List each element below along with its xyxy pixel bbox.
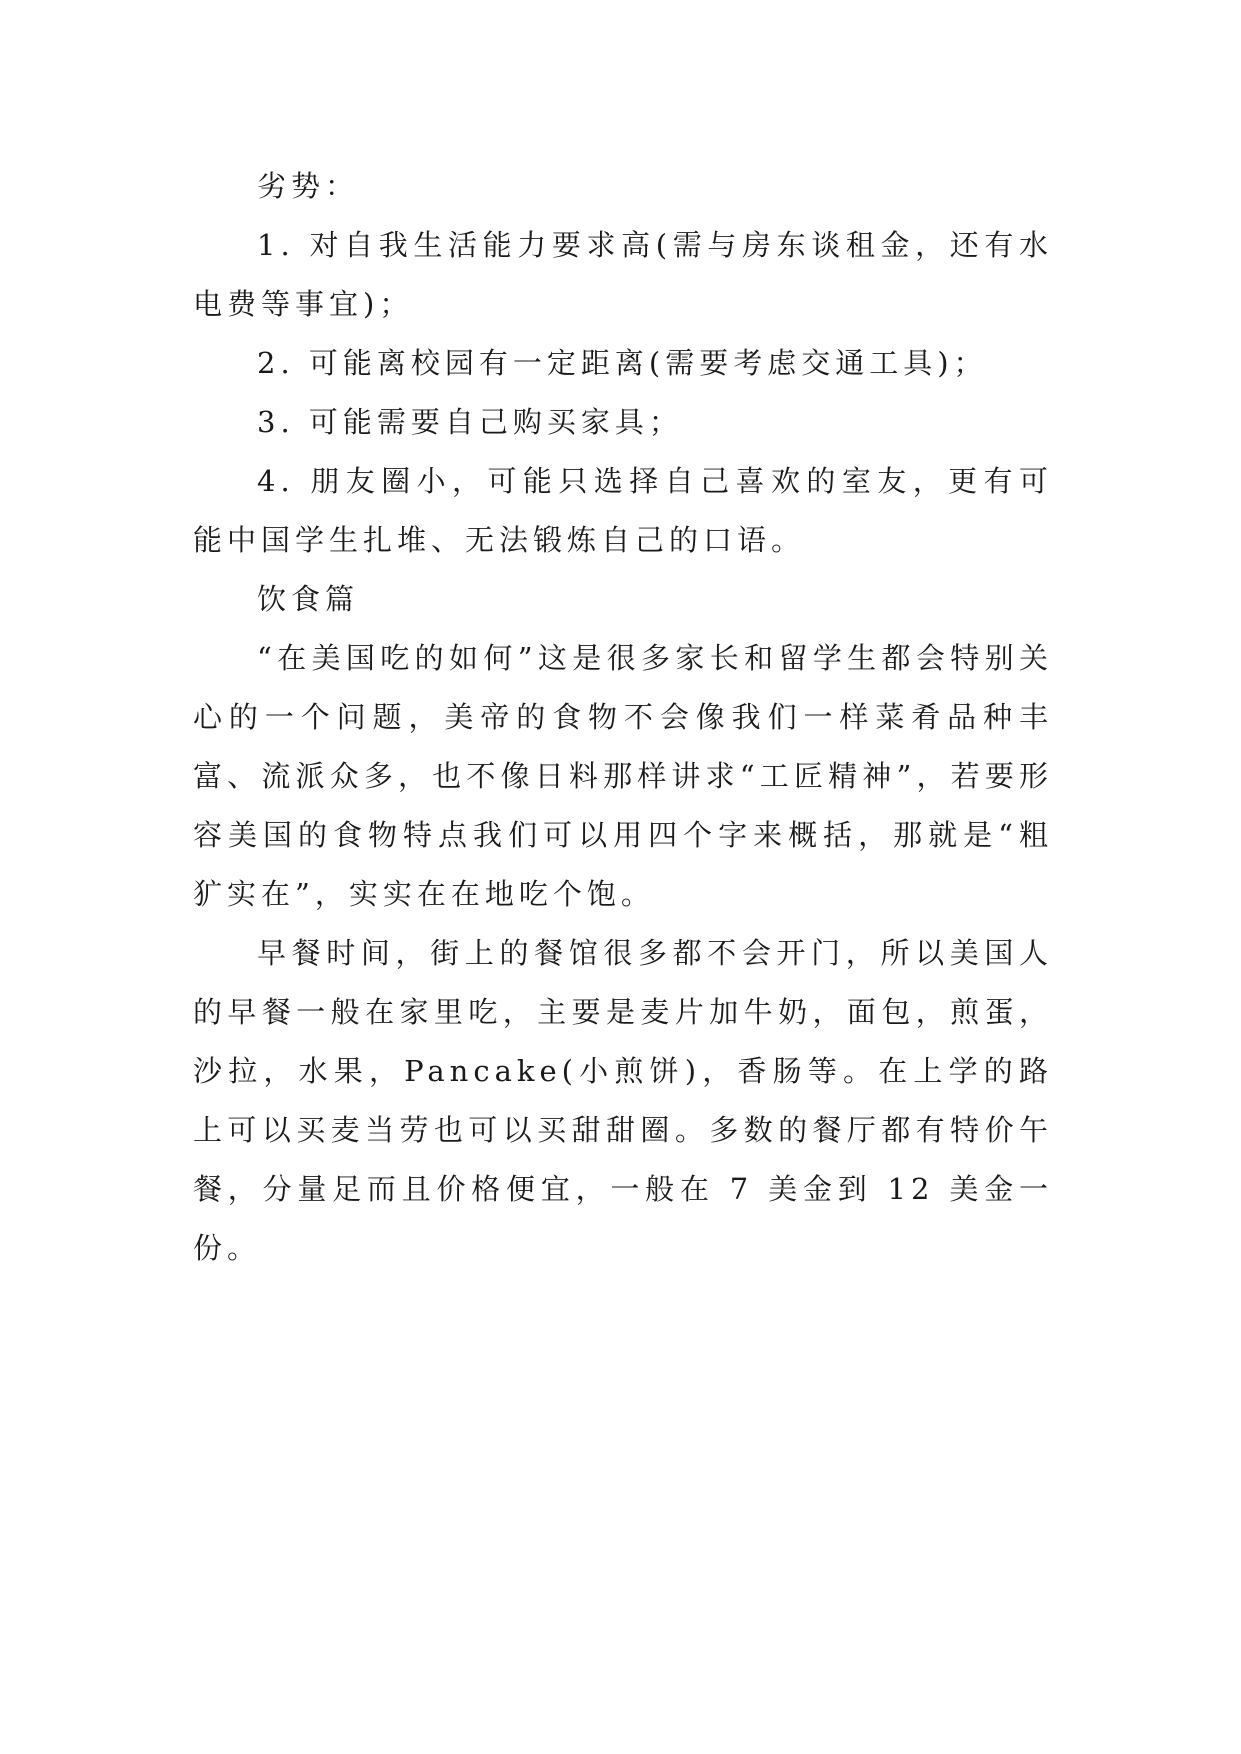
paragraph-diet-intro: “在美国吃的如何”这是很多家长和留学生都会特别关心的一个问题，美帝的食物不会像我们一样菜肴品种丰富、流派众多，也不像日料那样讲求“工匠精神”，若要形容美国的食物特点我们可以用四个字来概括，那就是“粗犷实在”，实实在在地吃个饱。 <box>193 641 1053 911</box>
list-item-3: 3. 可能需要自己购买家具； <box>257 405 683 439</box>
list-item-2: 2. 可能离校园有一定距离(需要考虑交通工具)； <box>257 346 988 380</box>
document-body <box>193 157 1053 1278</box>
heading-disadvantages: 劣势： <box>257 169 360 203</box>
list-item-4: 4. 朋友圈小，可能只选择自己喜欢的室友，更有可能中国学生扎堆、无法锻炼自己的口语。 <box>193 464 1053 557</box>
list-item-1: 1. 对自我生活能力要求高(需与房东谈租金，还有水电费等事宜)； <box>193 228 1053 321</box>
paragraph-breakfast: 早餐时间，街上的餐馆很多都不会开门，所以美国人的早餐一般在家里吃，主要是麦片加牛奶，面包，煎蛋，沙拉，水果，Pancake(小煎饼)，香肠等。在上学的路上可以买麦当劳也可以买甜甜圈。多数的餐厅都有特价午餐，分量足而且价格便宜，一般在 7 美金到 12 美金一份。 <box>193 936 1053 1265</box>
section-title-diet: 饮食篇 <box>257 582 360 616</box>
